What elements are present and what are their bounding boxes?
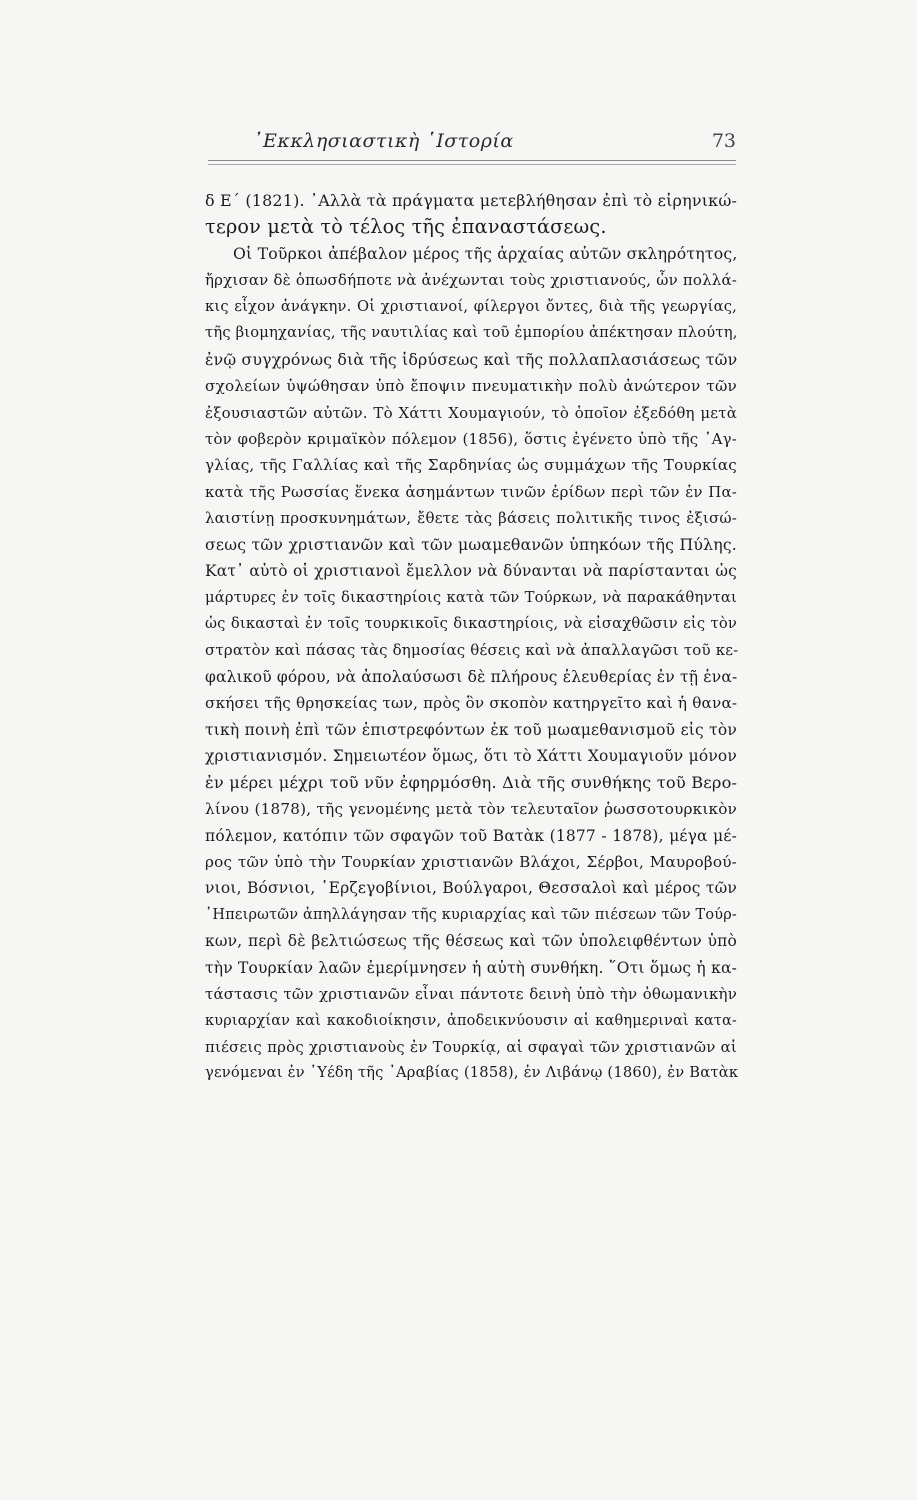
text-line: σκήσει τῆς θρησκείας των, πρὸς ὃν σκοπὸν κατηργεῖτο καὶ ἡ θανα- [205, 694, 738, 713]
text-line: ᾿Ηπειρωτῶν ἀπηλλάγησαν τῆς κυριαρχίας καὶ τῶν πιέσεων τῶν Τούρ- [205, 906, 737, 923]
text-line: τὴν Τουρκίαν λαῶν ἐμερίμνησεν ἡ αὐτὴ συνθήκη. ῞Οτι ὅμως ἡ κα- [205, 958, 737, 977]
text-line: κις εἶχον ἀνάγκην. Οἱ χριστιανοί, φίλεργοι ὄντες, διὰ τῆς γεωργίας, [205, 297, 737, 315]
text-line: ἐν μέρει μέχρι τοῦ νῦν ἐφηρμόσθη. Διὰ τῆς συνθήκης τοῦ Βερο- [205, 772, 738, 792]
body-text [205, 188, 737, 1087]
text-line: τερον μετὰ τὸ τέλος τῆς ἐπαναστάσεως. [205, 215, 607, 239]
text-line: πόλεμον, κατόπιν τῶν σφαγῶν τοῦ Βατὰκ (1877 - 1878), μέγα μέ- [205, 826, 737, 845]
text-line: κυριαρχίαν καὶ κακοδιοίκησιν, ἀποδεικνύουσιν αἱ καθημεριναὶ κατα- [205, 1012, 737, 1029]
text-line: δ Ε´ (1821). ᾿Αλλὰ τὰ πράγματα μετεβλήθησαν ἐπὶ τὸ εἰρηνικώ- [205, 191, 738, 210]
text-line: μάρτυρες ἐν τοῖς δικαστηρίοις κατὰ τῶν Τούρκων, νὰ παρακάθηνται [205, 588, 737, 606]
text-line: ἐξουσιαστῶν αὐτῶν. Τὸ Χάττι Χουμαγιούν, τὸ ὁποῖον ἐξεδόθη μετὰ [205, 403, 737, 422]
text-line: λίνου (1878), τῆς γενομένης μετὰ τὸν τελευταῖον ῥωσσοτουρκικὸν [205, 800, 737, 819]
page-number: 73 [711, 130, 736, 152]
text-line: τικὴ ποινὴ ἐπὶ τῶν ἐπιστρεφόντων ἐκ τοῦ μωαμεθανισμοῦ εἰς τὸν [205, 720, 737, 739]
text-line: φαλικοῦ φόρου, νὰ ἀπολαύσωσι δὲ πλήρους ἐλευθερίας ἐν τῇ ἐνα- [205, 667, 738, 686]
header-rule-double [208, 164, 736, 165]
text-line: πιέσεις πρὸς χριστιανοὺς ἐν Τουρκίᾳ, αἱ σφαγαὶ τῶν χριστιανῶν αἱ [205, 1038, 737, 1056]
text-line: κατὰ τῆς Ρωσσίας ἕνεκα ἀσημάντων τινῶν ἐρίδων περὶ τῶν ἐν Πα- [205, 482, 737, 501]
text-line: ρος τῶν ὑπὸ τὴν Τουρκίαν χριστιανῶν Βλάχοι, Σέρβοι, Μαυροβού- [205, 852, 737, 871]
header-rule [208, 160, 736, 161]
text-line: ἤρχισαν δὲ ὁπωσδήποτε νὰ ἀνέχωνται τοὺς χριστιανούς, ὧν πολλά- [205, 271, 737, 290]
text-line: Οἱ Τοῦρκοι ἀπέβαλον μέρος τῆς ἀρχαίας αὐτῶν σκληρότητος, [233, 243, 738, 263]
text-line: σεως τῶν χριστιανῶν καὶ τῶν μωαμεθανῶν ὑπηκόων τῆς Πύλης. [205, 534, 737, 554]
text-line: σχολείων ὑψώθησαν ὑπὸ ἔποψιν πνευματικὴν πολὺ ἀνώτερον τῶν [205, 377, 737, 396]
running-header [205, 128, 740, 158]
text-line: τάστασις τῶν χριστιανῶν εἶναι πάντοτε δεινὴ ὑπὸ τὴν ὀθωμανικὴν [205, 985, 737, 1004]
text-line: τῆς βιομηχανίας, τῆς ναυτιλίας καὶ τοῦ ἐμπορίου ἀπέκτησαν πλούτη, [205, 324, 738, 342]
text-line: χριστιανισμόν. Σημειωτέον ὅμως, ὅτι τὸ Χάττι Χουμαγιοῦν μόνον [205, 747, 737, 766]
text-line: λαιστίνῃ προσκυνημάτων, ἔθετε τὰς βάσεις πολιτικῆς τινος ἐξισώ- [205, 509, 737, 528]
running-header-title: ᾿Εκκλησιαστικὴ ῾Ιστορία [253, 130, 514, 152]
text-line: στρατὸν καὶ πάσας τὰς δημοσίας θέσεις καὶ νὰ ἀπαλλαγῶσι τοῦ κε- [205, 641, 739, 660]
text-line: ἐνῷ συγχρόνως διὰ τῆς ἱδρύσεως καὶ τῆς πολλαπλασιάσεως τῶν [205, 349, 738, 369]
text-line: γενόμεναι ἐν ῾Υέδη τῆς ᾿Αραβίας (1858), ἐν Λιβάνῳ (1860), ἐν Βατὰκ [205, 1064, 739, 1082]
text-line: τὸν φοβερὸν κριμαϊκὸν πόλεμον (1856), ὅστις ἐγένετο ὑπὸ τῆς ᾿Αγ- [205, 429, 737, 448]
text-line: Κατ᾿ αὐτὸ οἱ χριστιανοὶ ἔμελλον νὰ δύνανται νὰ παρίστανται ὡς [205, 562, 737, 581]
text-line: κων, περὶ δὲ βελτιώσεως τῆς θέσεως καὶ τῶν ὑπολειφθέντων ὑπὸ [205, 932, 737, 951]
text-line: ὡς δικασταὶ ἐν τοῖς τουρκικοῖς δικαστηρίοις, νὰ εἰσαχθῶσιν εἰς τὸν [205, 615, 737, 632]
text-line: γλίας, τῆς Γαλλίας καὶ τῆς Σαρδηνίας ὡς συμμάχων τῆς Τουρκίας [205, 456, 737, 475]
text-line: νιοι, Βόσνιοι, ῾Ερζεγοβίνιοι, Βούλγαροι, Θεσσαλοὶ καὶ μέρος τῶν [205, 879, 737, 898]
